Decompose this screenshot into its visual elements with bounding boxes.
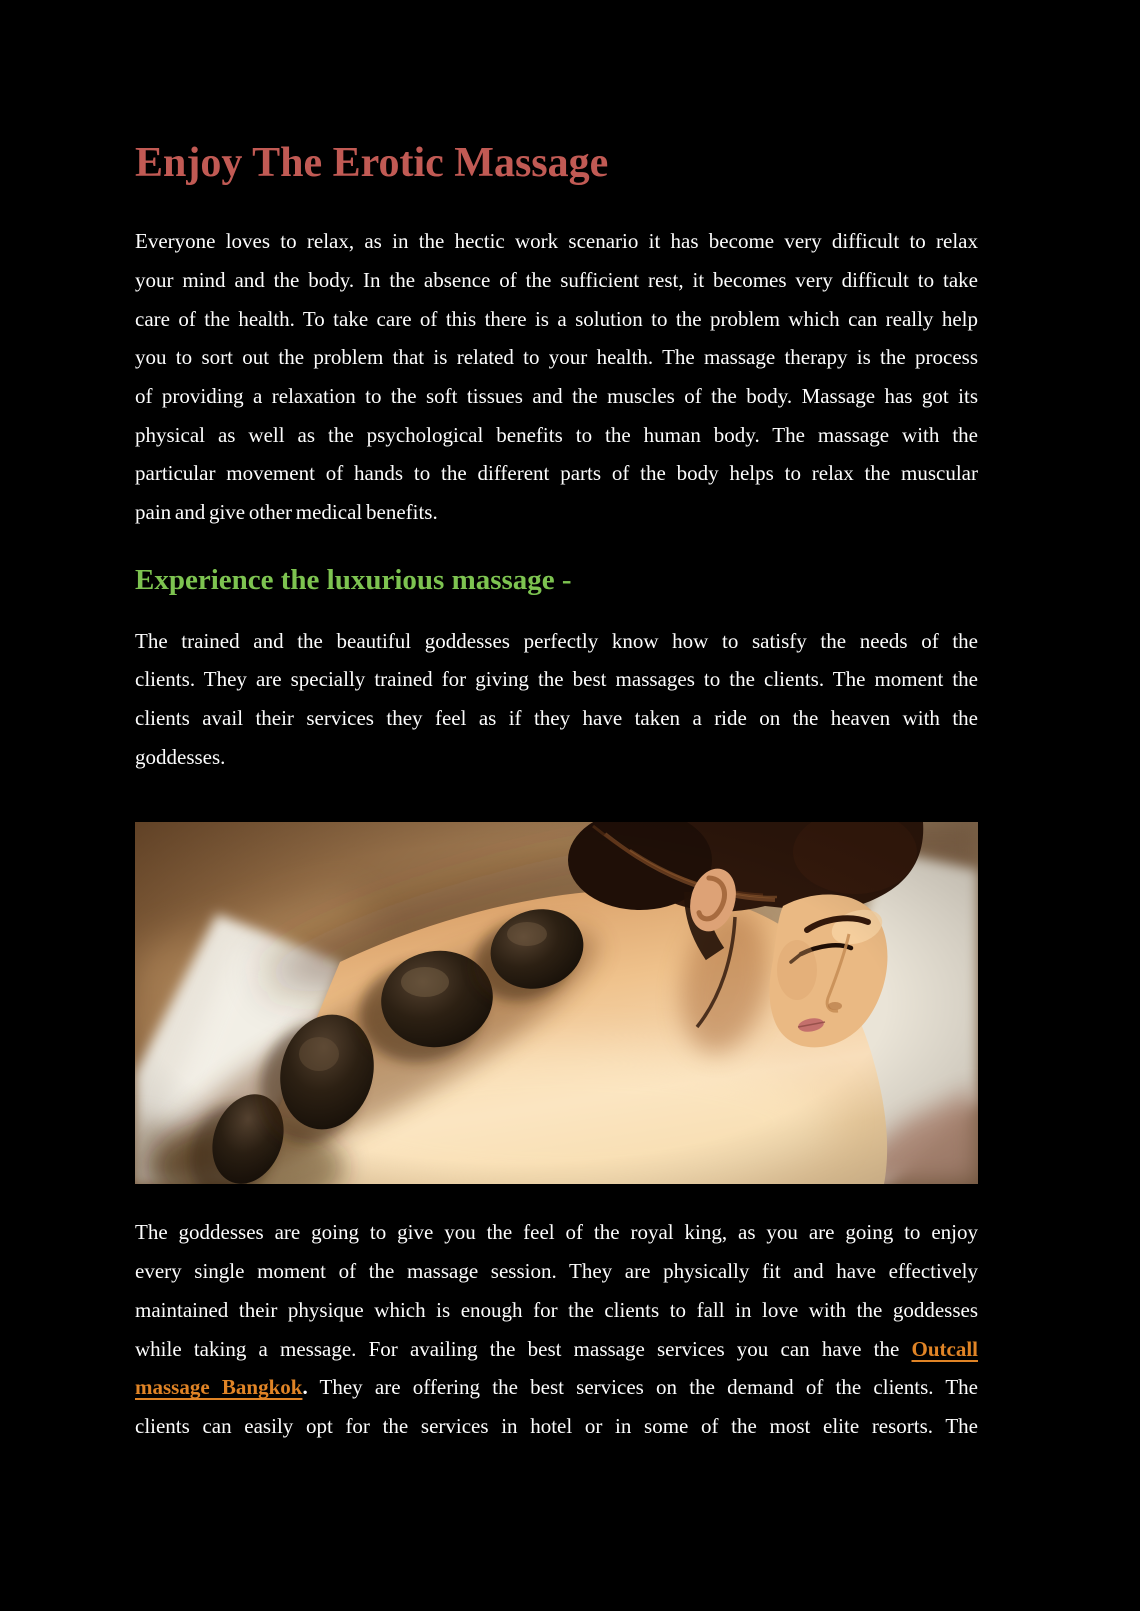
text-line: clients. They are specially trained for giving the best massages to the clients. The moment the [135,667,978,692]
text-line: goddesses. [135,744,226,769]
text-line: The goddesses are going to give you the feel of the royal king, as you are going to enjoy [135,1220,978,1245]
massage-photo [135,822,978,1184]
text-line: massage Bangkok. They are offering the best services on the demand of the clients. The [135,1375,978,1400]
text-line: clients avail their services they feel as if they have taken a ride on the heaven with the [135,706,978,731]
section-heading: Experience the luxurious massage - [135,563,572,596]
bold-text: . [302,1375,308,1400]
page-title: Enjoy The Erotic Massage [135,140,609,186]
text-line: every single moment of the massage session. They are physically fit and have effectively [135,1259,978,1284]
text-line: pain and give other medical benefits. [135,500,438,525]
text-line: particular movement of hands to the different parts of the body helps to relax the muscular [135,461,978,486]
photo-vignette [135,822,978,1184]
text-line: Everyone loves to relax, as in the hectic work scenario it has become very difficult to relax [135,229,978,254]
text-line: while taking a message. For availing the best massage services you can have the Outcall [135,1336,978,1361]
text-line: care of the health. To take care of this there is a solution to the problem which can really help [135,306,978,331]
text-line: your mind and the body. In the absence of the sufficient rest, it becomes very difficult to take [135,267,978,292]
outcall-massage-bangkok-link[interactable]: Outcall [911,1336,978,1361]
massage-photo-graphic [135,822,978,1184]
text-line: of providing a relaxation to the soft tissues and the muscles of the body. Massage has got its [135,384,978,408]
text-line: physical as well as the psychological benefits to the human body. The massage with the [135,422,978,447]
outcall-massage-bangkok-link[interactable]: massage Bangkok [135,1375,303,1400]
text-line: maintained their physique which is enough for the clients to fall in love with the goddesses [135,1297,978,1322]
paragraph-goddesses [135,1213,978,1445]
text-line: clients can easily opt for the services in hotel or in some of the most elite resorts. The [135,1413,978,1438]
text-line: The trained and the beautiful goddesses perfectly know how to satisfy the needs of the [135,628,978,653]
paragraph-experience [135,622,978,777]
text-line: you to sort out the problem that is related to your health. The massage therapy is the process [135,345,978,370]
paragraph-intro [135,222,978,532]
